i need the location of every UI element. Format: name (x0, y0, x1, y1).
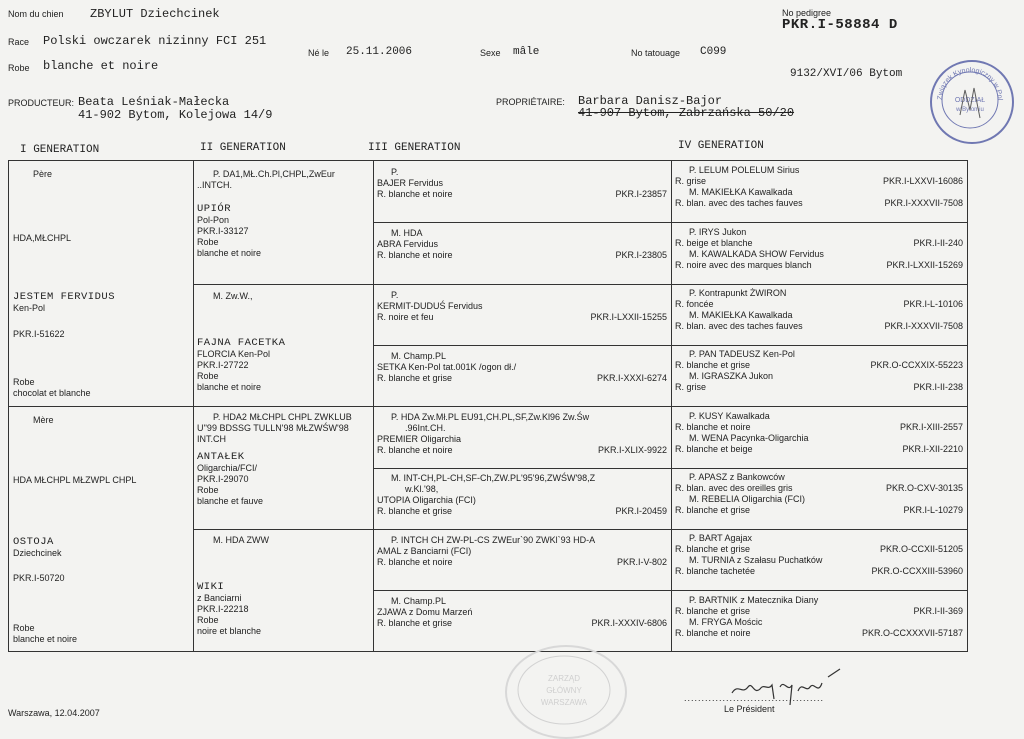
gen3-titles: M. Champ.PL (391, 596, 447, 606)
gen3-name: PREMIER Oligarchia (377, 434, 462, 444)
sire-name: JESTEM FERVIDUS (13, 291, 116, 303)
sex-value: mâle (513, 46, 540, 58)
gen3-titles-cont: .96Int.CH. (405, 423, 446, 433)
sire-pkr: PKR.I-51622 (13, 329, 65, 339)
gen4-robe: R. noire avec des marques blanch (675, 260, 812, 270)
gen4-ancestor-name: P. PAN TADEUSZ Ken-Pol (689, 349, 795, 359)
dam-name: OSTOJA (13, 536, 54, 548)
signature-line: ........................................ (684, 693, 825, 703)
gen4-pkr: PKR.O-CCXXIII-53960 (871, 566, 963, 576)
dam-pkr: PKR.I-50720 (13, 573, 65, 583)
gen3-pkr: PKR.I-LXXII-15255 (590, 312, 667, 322)
gen3-titles-cont: w.Kl.'98, (405, 484, 439, 494)
svg-text:WARSZAWA: WARSZAWA (540, 698, 588, 707)
gen4-ancestor-name: P. BART Agajax (689, 533, 753, 543)
birth-date: 25.11.2006 (346, 46, 413, 58)
gen4-robe: R. blan. avec des taches fauves (675, 198, 803, 208)
gen4-pkr: PKR.I-II-240 (913, 238, 963, 248)
sire-kennel: Ken-Pol (13, 303, 46, 313)
gen3-ancestor (377, 351, 667, 384)
gen3-robe: R. blanche et grise (377, 506, 453, 516)
gen4-pkr: PKR.O-CCXXIX-55223 (870, 360, 963, 370)
gen4-pkr: PKR.O-CCXXXVII-57187 (861, 628, 963, 638)
gen4-cell (675, 533, 963, 577)
gen4-ancestor-name: P. KUSY Kawalkada (689, 411, 770, 421)
gen2-name: UPIÓR (197, 203, 232, 215)
gen3-robe: R. blanche et noire (377, 557, 453, 567)
column-header-gen3: III GENERATION (368, 142, 461, 154)
gen3-robe: R. blanche et noire (377, 189, 453, 199)
gen4-robe: R. beige et blanche (675, 238, 753, 248)
gen2-titles: P. DA1,MŁ.Ch.Pl,CHPL,ZwEur (213, 169, 335, 179)
gen4-robe: R. grise (675, 382, 707, 392)
gen3-name: UTOPIA Oligarchia (FCI) (377, 495, 476, 505)
gen3-titles: P. INTCH CH ZW-PL-CS ZWEur`90 ZWKl`93 HD-A (391, 535, 596, 545)
race-label: Race (8, 37, 30, 47)
gen4-ancestor-name: M. FRYGA Mościc (689, 617, 763, 627)
gen2-titles-cont: INT.CH (197, 434, 226, 444)
gen2-titles: P. HDA2 MŁCHPL CHPL ZWKLUB (213, 412, 352, 422)
svg-text:w Bytomiu: w Bytomiu (956, 107, 984, 113)
gen4-ancestor-name: M. REBELIA Oligarchia (FCI) (689, 494, 806, 504)
gen4-pkr: PKR.I-L-10279 (903, 505, 963, 515)
gen3-robe: R. blanche et grise (377, 373, 453, 383)
gen4-robe: R. foncée (675, 299, 714, 309)
gen4-pkr: PKR.I-II-238 (913, 382, 963, 392)
president-label: Le Président (724, 704, 775, 714)
gen3-pkr: PKR.I-V-802 (616, 557, 667, 567)
gen2-robe-label: Robe (197, 485, 219, 495)
gen4-ancestor-name: M. WENA Pacynka-Oligarchia (689, 433, 809, 443)
sire-robe: chocolat et blanche (13, 388, 91, 398)
gen2-name: WIKI (197, 581, 225, 593)
gen2-robe: blanche et noire (197, 248, 262, 258)
gen3-name: KERMIT-DUDUŚ Fervidus (377, 301, 483, 311)
gen4-robe: R. blanche et grise (675, 360, 751, 370)
gen4-ancestor-name: P. BARTNIK z Matecznika Diany (689, 595, 819, 605)
column-header-gen2: II GENERATION (200, 142, 286, 154)
gen4-robe: R. blanche tachetée (675, 566, 756, 576)
gen4-cell (675, 227, 963, 271)
gen3-titles: P. HDA Zw.Mł.PL EU91,CH.PL,SF,Zw.Kl96 Zw.Św (391, 412, 590, 422)
svg-text:Związek Kynologiczny w Polsce: Związek Kynologiczny w Pol (936, 66, 1004, 101)
gen4-pkr: PKR.I-XXXVII-7508 (884, 321, 963, 331)
gen3-pkr: PKR.I-20459 (615, 506, 667, 516)
gen3-titles: M. Champ.PL (391, 351, 447, 361)
owner-address: 41-907 Bytom, Zabrzańska 50/20 (578, 106, 795, 120)
gen2-robe-label: Robe (197, 237, 219, 247)
gen3-name: ABRA Fervidus (377, 239, 439, 249)
gen4-cell (675, 349, 963, 393)
svg-text:GŁÓWNY: GŁÓWNY (546, 686, 582, 695)
gen3-titles: M. INT-CH,PL-CH,SF-Ch,ZW.PL'95'96,ZWŚW'98,Z (391, 473, 596, 483)
gen2-titles: M. HDA ZWW (213, 535, 269, 545)
dam-robe: blanche et noire (13, 634, 78, 644)
gen4-ancestor-name: P. Kontrapunkt ŻWIRON (689, 288, 787, 298)
gen3-robe: R. blanche et grise (377, 618, 453, 628)
gen2-name: FAJNA FACETKA (197, 337, 286, 349)
gen3-pkr: PKR.I-23805 (615, 250, 667, 260)
gen3-ancestor (377, 596, 667, 629)
gen3-robe: R. noire et feu (377, 312, 434, 322)
pedigree-label: No pedigree (782, 8, 832, 18)
gen4-pkr: PKR.I-XII-2210 (902, 444, 963, 454)
gen2-robe-label: Robe (197, 615, 219, 625)
gen2-titles-cont: ..INTCH. (197, 180, 232, 190)
column-header-gen1: I GENERATION (20, 144, 100, 156)
gen2-robe: blanche et fauve (197, 496, 264, 506)
gen2-robe: noire et blanche (197, 626, 262, 636)
gen2-maternal-grandsire (197, 412, 369, 507)
gen4-ancestor-name: M. MAKIEŁKA Kawalkada (689, 310, 793, 320)
gen4-pkr: PKR.I-LXXII-15269 (886, 260, 963, 270)
gen4-robe: R. blanche et beige (675, 444, 753, 454)
gen4-robe: R. grise (675, 176, 707, 186)
gen4-cell (675, 288, 963, 332)
gen2-maternal-granddam (197, 535, 369, 637)
gen4-pkr: PKR.O-CXV-30135 (885, 483, 963, 493)
producer-name: Beata Leśniak-Małecka (78, 95, 230, 109)
gen4-ancestor-name: M. MAKIEŁKA Kawalkada (689, 187, 793, 197)
gen4-robe: R. blan. avec des oreilles gris (675, 483, 793, 493)
gen4-pkr: PKR.I-XXXVII-7508 (884, 198, 963, 208)
gen3-titles: M. HDA (391, 228, 423, 238)
gen2-paternal-grandsire (197, 169, 369, 259)
place-date: Warszawa, 12.04.2007 (8, 708, 100, 718)
gen4-robe: R. blanche et noire (675, 422, 751, 432)
dam-label: Mère (33, 415, 54, 425)
gen3-ancestor (377, 290, 667, 323)
gen4-cell (675, 472, 963, 516)
gen4-robe: R. blanche et noire (675, 628, 751, 638)
gen4-pkr: PKR.I-XIII-2557 (899, 422, 963, 432)
robe-value: blanche et noire (43, 59, 159, 73)
svg-text:ZARZĄD: ZARZĄD (548, 674, 580, 683)
gen3-pkr: PKR.I-XXXIV-6806 (591, 618, 667, 628)
svg-text:ODDZIAŁ: ODDZIAŁ (954, 97, 986, 104)
gen3-robe: R. blanche et noire (377, 445, 453, 455)
gen3-ancestor (377, 412, 667, 456)
gen2-kennel: Pol-Pon (197, 215, 230, 225)
gen2-pkr: PKR.I-22218 (197, 604, 249, 614)
registration-number: 9132/XVI/06 Bytom (790, 68, 903, 80)
producer-label: PRODUCTEUR: (8, 98, 75, 108)
gen3-pkr: PKR.I-XXXI-6274 (596, 373, 667, 383)
dog-name: ZBYLUT Dziechcinek (90, 7, 220, 21)
gen3-ancestor (377, 167, 667, 200)
dam-kennel: Dziechcinek (13, 548, 62, 558)
gen3-ancestor (377, 535, 667, 568)
owner-name: Barbara Danisz-Bajor (578, 94, 723, 108)
gen2-robe-label: Robe (197, 371, 219, 381)
gen4-robe: R. blanche et grise (675, 606, 751, 616)
tattoo-value: C099 (700, 46, 727, 58)
gen4-cell (675, 411, 963, 455)
producer-address: 41-902 Bytom, Kolejowa 14/9 (78, 108, 273, 122)
gen2-titles: M. Zw.W., (213, 291, 253, 301)
gen2-kennel: FLORCIA Ken-Pol (197, 349, 271, 359)
gen2-pkr: PKR.I-27722 (197, 360, 249, 370)
gen4-ancestor-name: P. LELUM POLELUM Sirius (689, 165, 800, 175)
gen4-pkr: PKR.I-L-10106 (903, 299, 963, 309)
gen2-kennel: z Banciarni (197, 593, 242, 603)
race-value: Polski owczarek nizinny FCI 251 (43, 34, 267, 48)
gen3-name: SETKA Ken-Pol tat.001K /ogon dł./ (377, 362, 517, 372)
gen4-pkr: PKR.I-LXXVI-16086 (882, 176, 963, 186)
gen4-ancestor-name: P. APASZ z Bankowców (689, 472, 785, 482)
gen3-name: BAJER Fervidus (377, 178, 444, 188)
birth-label: Né le (308, 48, 330, 58)
club-seal-stamp (505, 645, 627, 739)
gen4-cell (675, 595, 963, 639)
sex-label: Sexe (480, 48, 501, 58)
gen3-pkr: PKR.I-23857 (615, 189, 667, 199)
sire-label: Père (33, 169, 53, 179)
gen2-kennel: Oligarchia/FCI/ (197, 463, 258, 473)
gen4-pkr: PKR.O-CCXII-51205 (879, 544, 963, 554)
gen4-ancestor-name: M. TURNIA z Szałasu Puchatków (689, 555, 823, 565)
kennel-club-stamp (930, 60, 1014, 144)
gen4-ancestor-name: M. KAWALKADA SHOW Fervidus (689, 249, 824, 259)
dog-name-label: Nom du chien (8, 9, 64, 19)
pedigree-table (8, 160, 968, 652)
gen4-ancestor-name: M. IGRASZKA Jukon (689, 371, 774, 381)
gen3-ancestor (377, 228, 667, 261)
gen2-name: ANTAŁEK (197, 451, 245, 463)
gen3-titles: P. (391, 290, 399, 300)
gen2-pkr: PKR.I-29070 (197, 474, 249, 484)
gen3-ancestor (377, 473, 667, 517)
gen4-robe: R. blanche et grise (675, 544, 751, 554)
gen4-cell (675, 165, 963, 209)
tattoo-label: No tatouage (631, 48, 681, 58)
president-signature (728, 665, 868, 715)
pedigree-number: PKR.I-58884 D (782, 17, 898, 33)
dam-titles: HDA MŁCHPL MŁZWPL CHPL (13, 475, 137, 485)
gen4-pkr: PKR.I-II-369 (913, 606, 963, 616)
gen2-pkr: PKR.I-33127 (197, 226, 249, 236)
gen3-pkr: PKR.I-XLIX-9922 (597, 445, 667, 455)
sire-titles: HDA,MŁCHPL (13, 233, 72, 243)
gen4-robe: R. blanche et grise (675, 505, 751, 515)
gen4-ancestor-name: P. IRYS Jukon (689, 227, 747, 237)
gen3-name: AMAL z Banciarni (FCI) (377, 546, 472, 556)
owner-label: PROPRIÉTAIRE: (496, 97, 565, 107)
sire-robe-label: Robe (13, 377, 35, 387)
dam-robe-label: Robe (13, 623, 35, 633)
column-header-gen4: IV GENERATION (678, 140, 764, 152)
gen3-robe: R. blanche et noire (377, 250, 453, 260)
gen2-titles-cont: U''99 BDSSG TULLN'98 MŁZWŚW'98 (197, 423, 349, 433)
gen2-paternal-granddam (197, 291, 369, 393)
gen2-robe: blanche et noire (197, 382, 262, 392)
gen3-name: ZJAWA z Domu Marzeń (377, 607, 473, 617)
gen3-titles: P. (391, 167, 399, 177)
robe-label: Robe (8, 63, 30, 73)
gen4-robe: R. blan. avec des taches fauves (675, 321, 803, 331)
